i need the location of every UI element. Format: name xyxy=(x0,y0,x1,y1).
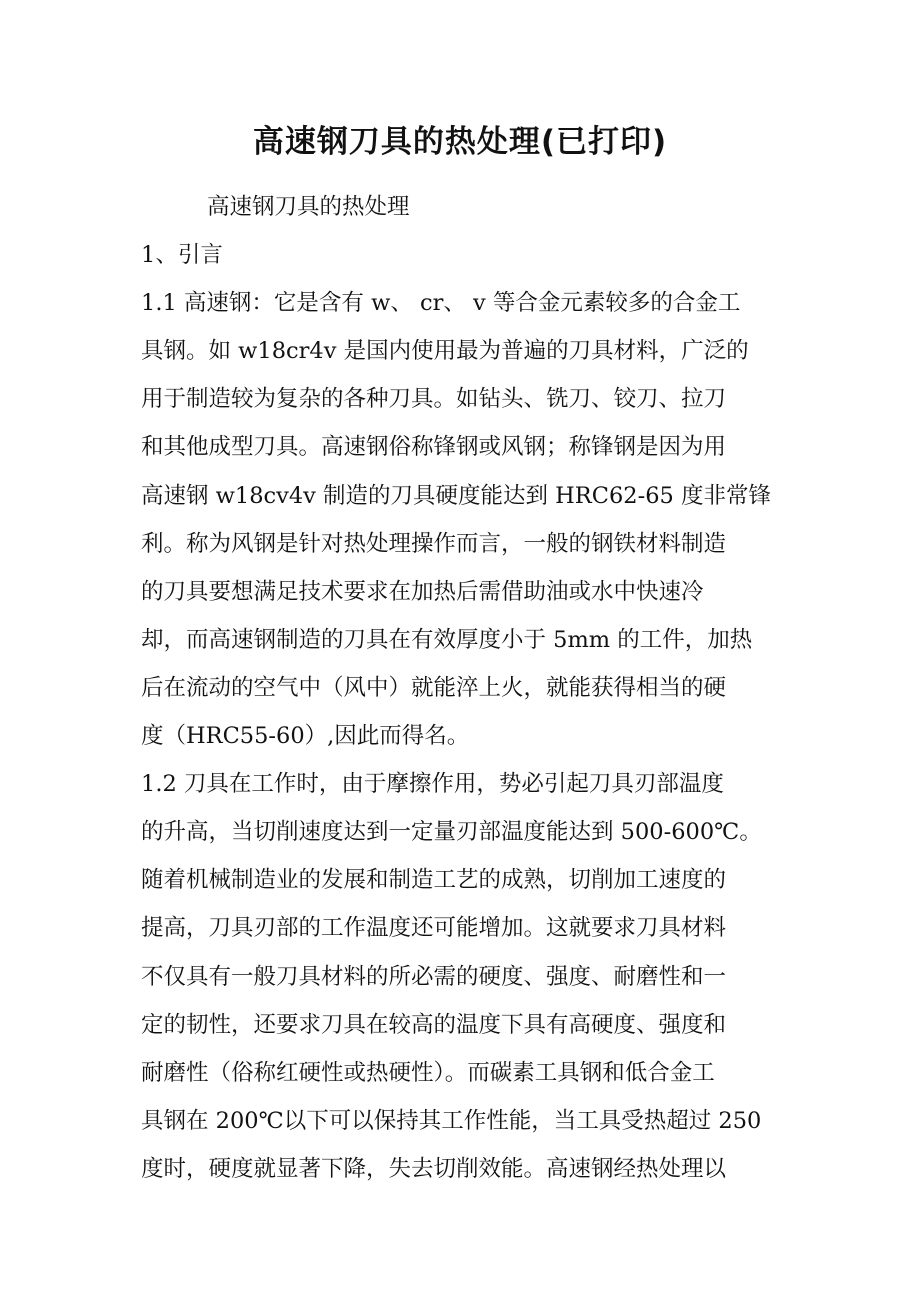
paragraph-line: 度（HRC55-60）,因此而得名。 xyxy=(141,723,470,750)
paragraph-line: 和其他成型刀具。高速钢俗称锋钢或风钢；称锋钢是因为用 xyxy=(141,434,727,461)
paragraph-line: 的升高，当切削速度达到一定量刃部温度能达到 500-600℃。 xyxy=(141,819,762,846)
subtitle-line: 高速钢刀具的热处理 xyxy=(207,194,410,220)
paragraph-line: 后在流动的空气中（风中）就能淬上火，就能获得相当的硬 xyxy=(141,674,727,701)
paragraph-line: 具钢在 200℃以下可以保持其工作性能，当工具受热超过 250 xyxy=(141,1107,762,1134)
paragraph-line: 高速钢 w18cv4v 制造的刀具硬度能达到 HRC62-65 度非常锋 xyxy=(141,482,771,509)
paragraph-line: 的刀具要想满足技术要求在加热后需借助油或水中快速冷 xyxy=(141,578,704,605)
paragraph-line: 提高，刀具刃部的工作温度还可能增加。这就要求刀具材料 xyxy=(141,915,727,942)
paragraph-line: 却，而高速钢制造的刀具在有效厚度小于 5mm 的工件，加热 xyxy=(141,626,753,653)
paragraph-line: 利。称为风钢是针对热处理操作而言，一般的钢铁材料制造 xyxy=(141,530,727,557)
paragraph-line: 耐磨性（俗称红硬性或热硬性）。而碳素工具钢和低合金工 xyxy=(141,1059,715,1086)
document-body xyxy=(141,183,796,1193)
paragraph-line: 不仅具有一般刀具材料的所必需的硬度、强度、耐磨性和一 xyxy=(141,963,727,990)
document-title: 高速钢刀具的热处理(已打印) xyxy=(252,124,668,160)
paragraph-line: 1.2 刀具在工作时，由于摩擦作用，势必引起刀具刃部温度 xyxy=(141,771,724,798)
paragraph-line: 随着机械制造业的发展和制造工艺的成熟，切削加工速度的 xyxy=(141,867,727,894)
section-heading: 1、引言 xyxy=(141,242,223,269)
paragraph-line: 定的韧性，还要求刀具在较高的温度下具有高硬度、强度和 xyxy=(141,1011,727,1038)
paragraph-line: 具钢。如 w18cr4v 是国内使用最为普遍的刀具材料，广泛的 xyxy=(141,338,749,365)
paragraph-line: 1.1 高速钢：它是含有 w、 cr、 v 等合金元素较多的合金工 xyxy=(141,290,741,317)
paragraph-line: 度时，硬度就显著下降，失去切削效能。高速钢经热处理以 xyxy=(141,1155,727,1182)
paragraph-line: 用于制造较为复杂的各种刀具。如钻头、铣刀、铰刀、拉刀 xyxy=(141,386,727,413)
